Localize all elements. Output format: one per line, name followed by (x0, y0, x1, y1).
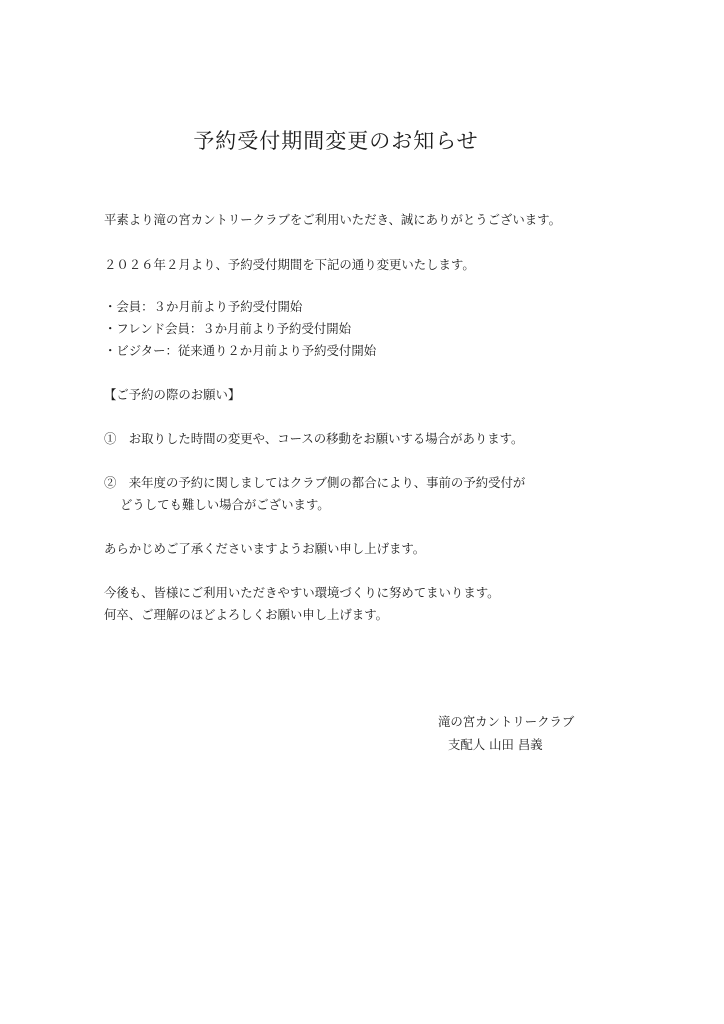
signature-manager: 支配人 山田 昌義 (448, 737, 543, 752)
understanding-text: あらかじめご了承くださいますようお願い申し上げます。 (104, 541, 426, 556)
closing-line-1: 今後も、皆様にご利用いただきやすい環境づくりに努めてまいります。 (104, 585, 500, 600)
request-item-2-continued: どうしても難しい場合がございます。 (120, 497, 330, 512)
period-item-member: ・会員：３か月前より予約受付開始 (104, 299, 303, 314)
request-item-1: ① お取りした時間の変更や、コースの移動をお願いする場合があります。 (104, 431, 524, 446)
document-title-text: 予約受付期間変更のお知らせ (193, 129, 479, 153)
period-item-friend-member: ・フレンド会員：３か月前より予約受付開始 (104, 321, 352, 336)
document-title (0, 126, 724, 156)
announcement-text: ２０２６年２月より、予約受付期間を下記の通り変更いたします。 (104, 257, 475, 272)
signature-club: 滝の宮カントリークラブ (438, 714, 575, 729)
greeting-text: 平素より滝の宮カントリークラブをご利用いただき、誠にありがとうございます。 (104, 212, 561, 227)
closing-line-2: 何卒、ご理解のほどよろしくお願い申し上げます。 (104, 607, 388, 622)
request-item-2: ② 来年度の予約に関しましてはクラブ側の都合により、事前の予約受付が (104, 475, 526, 490)
period-item-visitor: ・ビジター：従来通り２か月前より予約受付開始 (104, 343, 377, 358)
requests-heading: 【ご予約の際のお願い】 (104, 387, 241, 402)
